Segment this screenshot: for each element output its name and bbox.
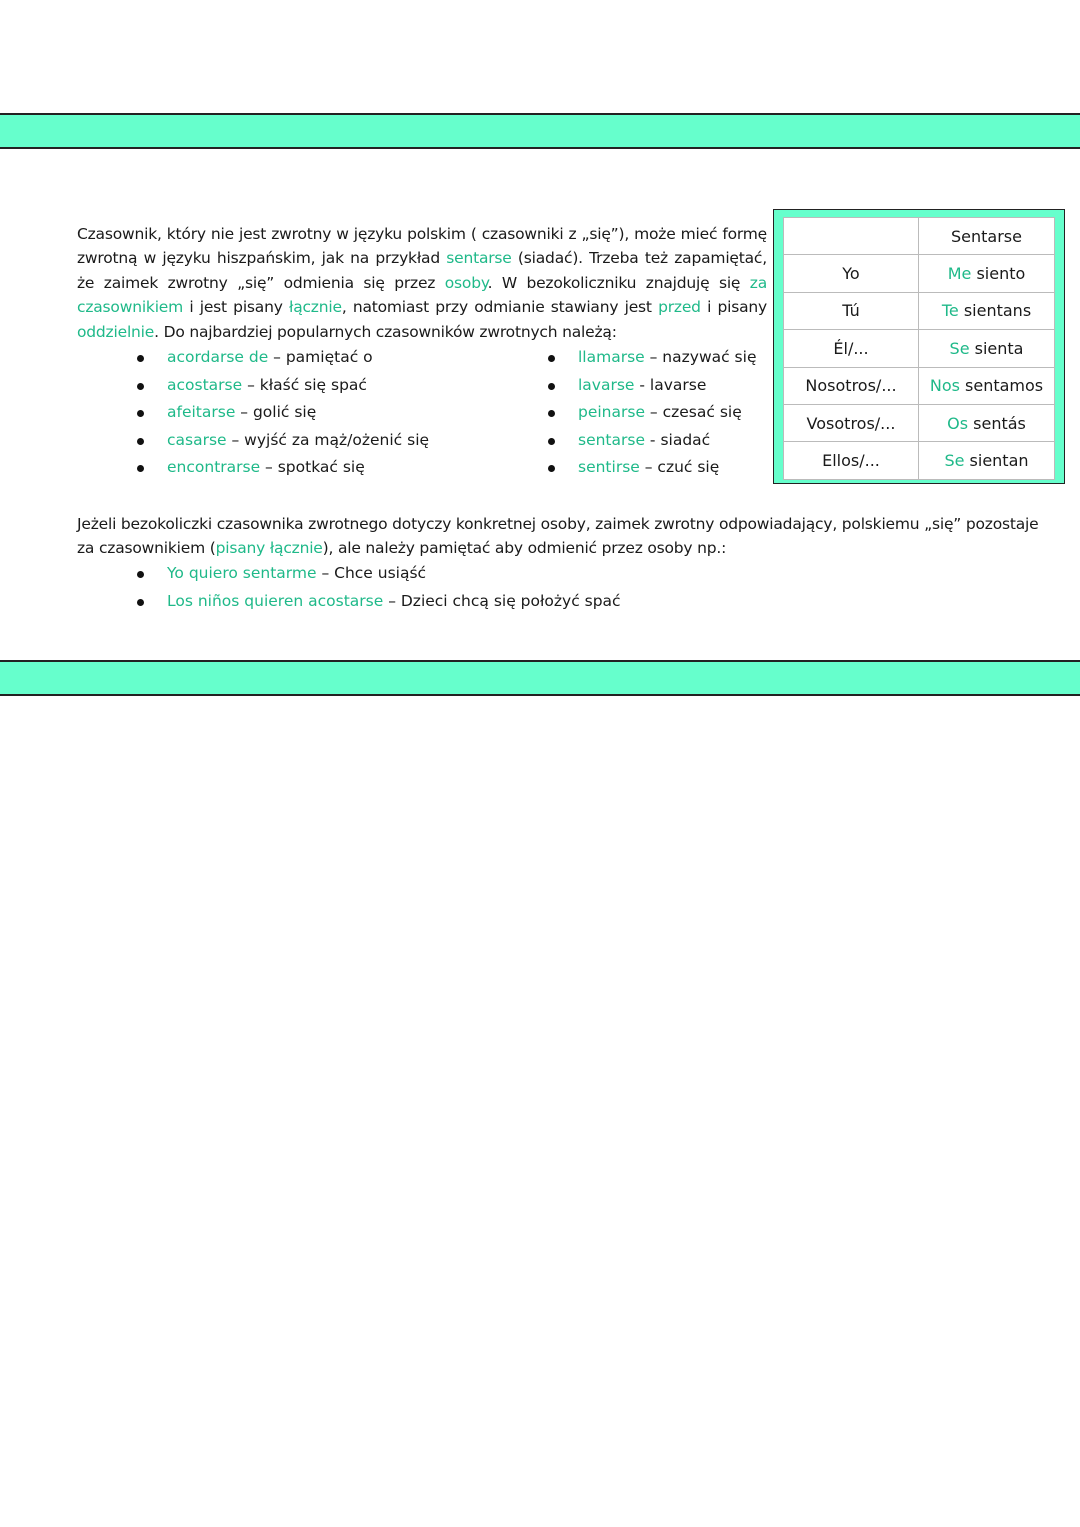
list-item: acostarse – kłaść się spać: [167, 372, 429, 400]
header-band: [0, 113, 1080, 149]
person-cell: Él/...: [784, 330, 919, 367]
list-item: Yo quiero sentarme – Chce usiąść: [167, 560, 621, 588]
table-row: [784, 367, 1055, 404]
examples-list: [167, 560, 621, 615]
list-item: sentirse – czuć się: [578, 454, 756, 482]
table-cell: [784, 218, 919, 255]
form-cell: Me siento: [919, 255, 1055, 292]
note-paragraph: Jeżeli bezokoliczki czasownika zwrotnego dotyczy konkretnej osoby, zaimek zwrotny odpowiadający, polskiemu „się” pozostaje za czasownikiem (pisany łącznie), ale należy pamiętać aby odmienić przez osoby np.:: [77, 514, 1039, 558]
list-item: encontrarse – spotkać się: [167, 454, 429, 482]
table-row: [784, 330, 1055, 367]
person-cell: Yo: [784, 255, 919, 292]
person-cell: Ellos/...: [784, 442, 919, 479]
list-item: acordarse de – pamiętać o: [167, 344, 429, 372]
list-item: casarse – wyjść za mąż/ożenić się: [167, 427, 429, 455]
form-cell: Nos sentamos: [919, 367, 1055, 404]
list-item: llamarse – nazywać się: [578, 344, 756, 372]
reflexive-verbs-list-left: [167, 344, 429, 482]
intro-paragraph: Czasownik, który nie jest zwrotny w języku polskim ( czasowniki z „się”), może mieć formę zwrotną w języku hiszpańskim, jak na przykład sentarse (siadać). Trzeba też zapamiętać, że zaimek zwrotny „się” odmienia się przez osoby. W bezokoliczniku znajduję się za czasownikiem i jest pisany łącznie, natomiast przy odmianie stawiany jest przed i pisany oddzielnie. Do najbardziej popularnych czasowników zwrotnych należą:: [77, 224, 768, 341]
form-cell: Se sientan: [919, 442, 1055, 479]
form-cell: Se sienta: [919, 330, 1055, 367]
list-item: sentarse - siadać: [578, 427, 756, 455]
list-item: afeitarse – golić się: [167, 399, 429, 427]
list-item: peinarse – czesać się: [578, 399, 756, 427]
person-cell: Tú: [784, 292, 919, 329]
list-item: Los niños quieren acostarse – Dzieci chcą się położyć spać: [167, 588, 621, 616]
form-cell: Os sentás: [919, 404, 1055, 441]
table-row: [784, 218, 1055, 255]
reflexive-verbs-list-right: [578, 344, 756, 482]
table-row: [784, 404, 1055, 441]
person-cell: Nosotros/...: [784, 367, 919, 404]
table-row: [784, 442, 1055, 479]
section-band: [0, 660, 1080, 696]
table-row: [784, 255, 1055, 292]
conjugation-table: [783, 217, 1055, 480]
list-item: lavarse - lavarse: [578, 372, 756, 400]
table-header: Sentarse: [919, 218, 1055, 255]
form-cell: Te sientans: [919, 292, 1055, 329]
table-row: [784, 292, 1055, 329]
person-cell: Vosotros/...: [784, 404, 919, 441]
